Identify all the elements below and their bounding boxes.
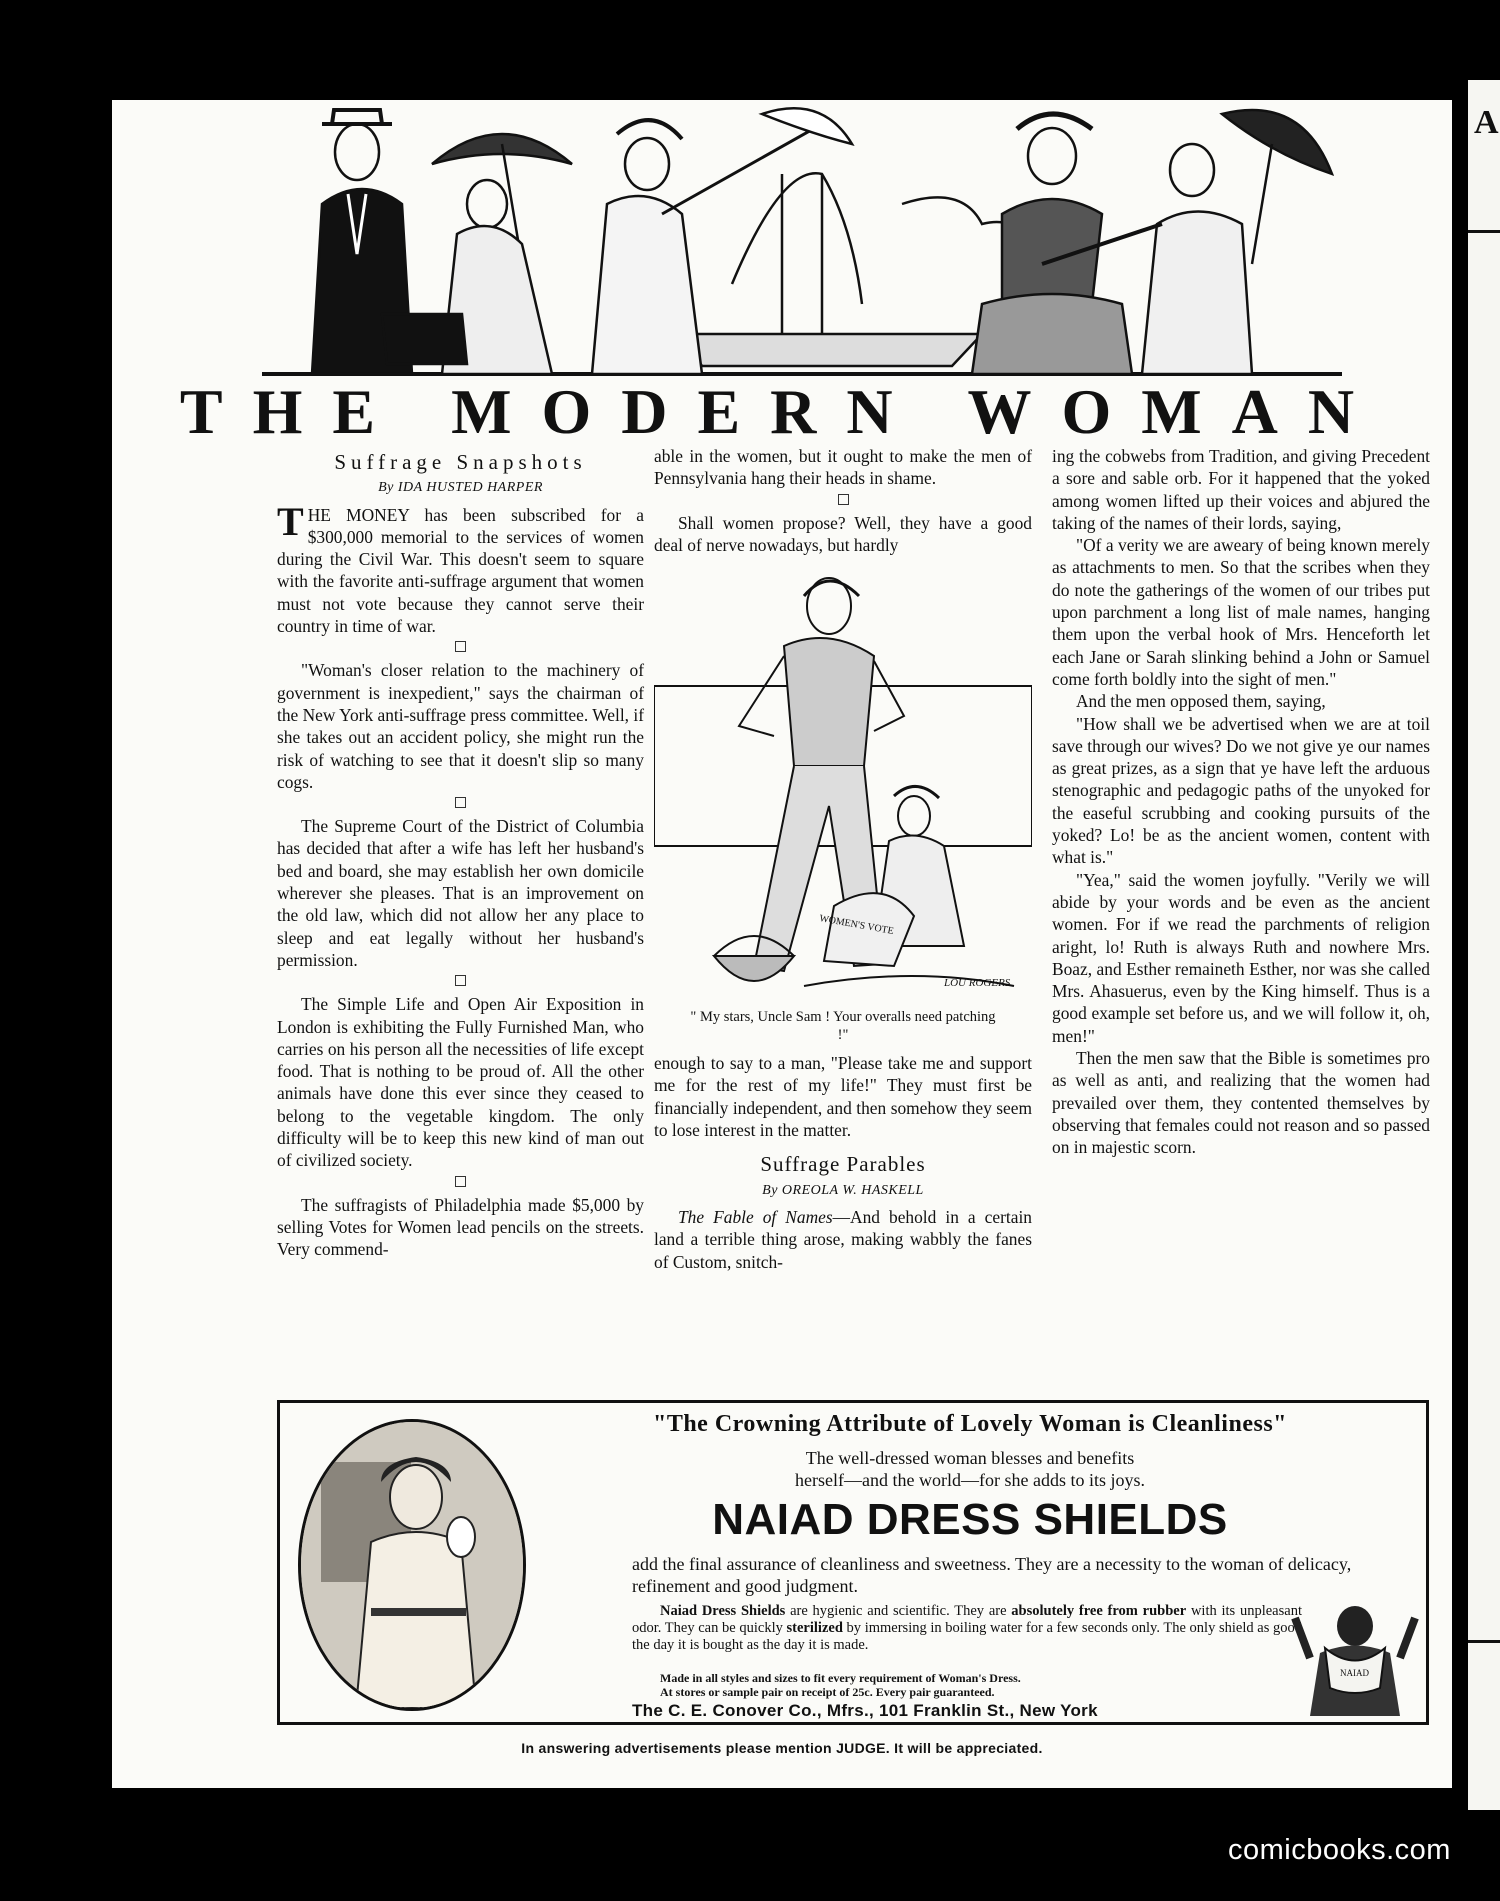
paragraph: The suffragists of Philadelphia made $5,000 by selling Votes for Women lead pencils on the streets. Very commend- bbox=[277, 1194, 644, 1260]
section-title-snapshots: Suffrage Snapshots bbox=[334, 450, 587, 474]
ad-portrait-oval bbox=[298, 1419, 526, 1711]
separator-box bbox=[277, 975, 644, 989]
ad-fine-print: Made in all styles and sizes to fit every requirement of Woman's Dress. At stores or sample pair on receipt of 25c. Every pair guaranteed. bbox=[660, 1671, 1021, 1699]
watermark-text: comicbooks.com bbox=[1228, 1834, 1451, 1866]
paragraph: Then the men saw that the Bible is sometimes pro as well as anti, and realizing that the women had prevailed over them, they contented themselves by observing that females could not reason and so passed on in majestic scorn. bbox=[1052, 1048, 1430, 1158]
paragraph: And the men opposed them, saying, bbox=[1076, 691, 1326, 712]
separator-box bbox=[654, 494, 1032, 508]
adjacent-page-rule bbox=[1468, 230, 1500, 233]
ad-lead-text: add the final assurance of cleanliness and sweetness. They are a necessity to the woman of delicacy, refinement and good judgment. bbox=[632, 1554, 1352, 1596]
column-2 bbox=[654, 445, 1032, 1273]
dress-shield-figure bbox=[1290, 1598, 1420, 1718]
cartoon-caption: " My stars, Uncle Sam ! Your overalls need patching !" bbox=[690, 1009, 996, 1044]
cartoon-bag-label: WOMEN'S VOTE bbox=[818, 913, 895, 938]
paragraph: "Yea," said the women joyfully. "Verily we will abide by your words and be even as the ancient women. For if we read the parchments of religion aright, lo! Ruth is always Ruth and nowhere Mrs. Boaz, and Esther remaineth Esther, nor was she called Mrs. Ahasuerus, even by the King himself. Thus is a good example set before us, and we will follow it, oh, men!" bbox=[1052, 869, 1430, 1046]
paragraph: THE MONEY has been subscribed for a $300,000 memorial to the services of women during the Civil War. This doesn't seem to square with the favorite anti-suffrage argument that women must not vote because they cannot serve their country in time of war. bbox=[277, 498, 644, 637]
paragraph: enough to say to a man, "Please take me and support me for the rest of my life!" They must first be financially independent, and then somehow they seem to lose interest in the matter. bbox=[654, 1053, 1032, 1141]
cartoon-signature: LOU ROGERS bbox=[944, 977, 1011, 990]
figure-label: NAIAD bbox=[1340, 1668, 1369, 1678]
section-title-parables: Suffrage Parables bbox=[760, 1152, 926, 1177]
paragraph: Shall women propose? Well, they have a good deal of nerve nowadays, but hardly bbox=[654, 512, 1032, 555]
paragraph: The Simple Life and Open Air Exposition in London is exhibiting the Fully Furnished Man, who carries on his person all the necessities of life except food. That is nothing to be proud of. All the other animals have done this ever since they ceased to belong to the vegetable kingdom. The only difficulty will be to keep this new kind of man out of civilized society. bbox=[277, 994, 644, 1171]
separator-box bbox=[277, 641, 644, 655]
ad-manufacturer: The C. E. Conover Co., Mfrs., 101 Franklin St., New York bbox=[632, 1701, 1098, 1720]
separator-box bbox=[277, 797, 644, 811]
adjacent-page-rule bbox=[1468, 1640, 1500, 1643]
advertisement-naiad bbox=[277, 1400, 1429, 1725]
magazine-page bbox=[112, 100, 1452, 1788]
ad-headline: "The Crowning Attribute of Lovely Woman is Cleanliness" bbox=[653, 1411, 1287, 1437]
masthead-title: THE MODERN WOMAN bbox=[179, 376, 1385, 447]
footer-note: In answering advertisements please mention JUDGE. It will be appreciated. bbox=[521, 1740, 1043, 1756]
ad-subheadline: The well-dressed woman blesses and benefits herself—and the world—for she adds to its joys. bbox=[795, 1448, 1145, 1490]
paragraph: "How shall we be advertised when we are at toil save through our wives? Do we not give ye our names as great prizes, as a sign that ye have left the arduous stenographic and pedagogic paths of the unyoked for the easeful scrubbing and cooking pursuits of the yoked? Lo! be as the ancient women, content with what is." bbox=[1052, 713, 1430, 868]
paragraph: "Woman's closer relation to the machinery of government is inexpedient," says the chairman of the New York anti-suffrage press committee. Well, if she takes out an accident policy, she might run the risk of watching to see that it doesn't slip so many cogs. bbox=[277, 660, 644, 792]
cartoon-drawing bbox=[654, 566, 1032, 1006]
byline-harper: By IDA HUSTED HARPER bbox=[378, 480, 543, 496]
header-illustration bbox=[262, 104, 1342, 379]
column-1 bbox=[277, 445, 644, 1261]
ad-body-text: Naiad Dress Shields are hygienic and scientific. They are absolutely free from rubber with its unpleasant odor. They can be quickly sterilized by immersing in boiling water for a few seconds only. The only shield as good the day it is bought as the day it is made. bbox=[632, 1603, 1302, 1653]
paragraph: The Fable of Names—And behold in a certain land a terrible thing arose, making wabbly the fanes of Custom, snitch- bbox=[654, 1206, 1032, 1272]
fable-title: The Fable of Names bbox=[678, 1206, 833, 1227]
adjacent-page-letter: A bbox=[1474, 104, 1499, 141]
cartoon-illustration bbox=[654, 566, 1032, 1006]
paragraph: "Of a verity we are aweary of being known merely as attachments to men. So that the scribes when they do note the gatherings of the women of our tribes put upon parchment a long list of male names, hanging them upon the verbal hook of Mrs. Henceforth let each Jane or Sarah slinking behind a John or Samuel come forth boldly into the sight of men." bbox=[1052, 535, 1430, 689]
paragraph: able in the women, but it ought to make the men of Pennsylvania hang their heads in shame. bbox=[654, 446, 1032, 489]
separator-box bbox=[277, 1176, 644, 1190]
paragraph: ing the cobwebs from Tradition, and giving Precedent a sore and sable orb. For it happened that the yoked among women lifted up their voices and abjured the taking of the names of their lords, saying, bbox=[1052, 446, 1430, 533]
ad-product-name: NAIAD DRESS SHIELDS bbox=[712, 1495, 1228, 1544]
woman-portrait-image bbox=[301, 1422, 523, 1708]
adjacent-page-edge bbox=[1468, 80, 1500, 1810]
byline-haskell: By OREOLA W. HASKELL bbox=[762, 1182, 924, 1198]
paragraph: The Supreme Court of the District of Columbia has decided that after a wife has left her husband's bed and board, she may establish her own domicile wherever she pleases. That is an improvement on the old law, which did not allow her any place to sleep and eat legally without her husband's permission. bbox=[277, 816, 644, 970]
drop-cap: T bbox=[277, 498, 304, 544]
column-3 bbox=[1052, 445, 1430, 1159]
